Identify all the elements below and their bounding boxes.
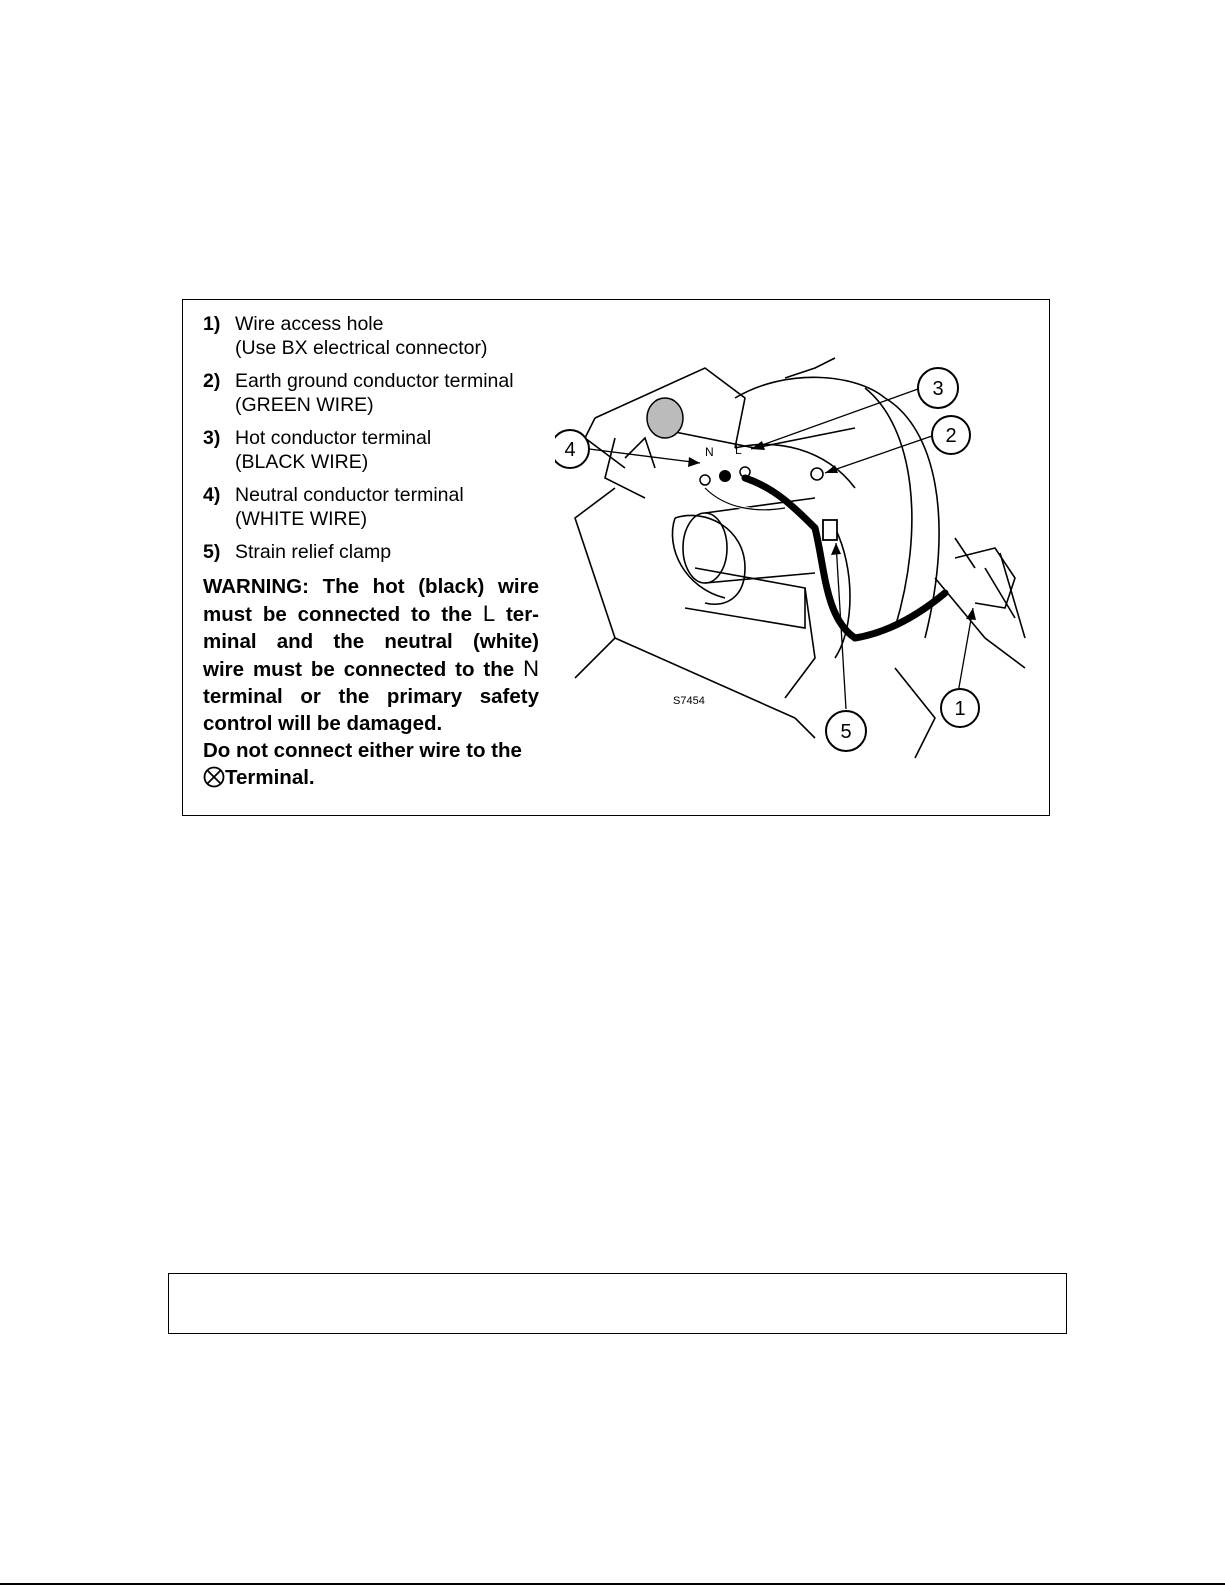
- legend-label: Earth ground conductor terminal: [235, 370, 514, 392]
- callout-1: [941, 689, 979, 727]
- legend-number: 1): [203, 313, 221, 335]
- legend-sublabel: (BLACK WIRE): [235, 451, 369, 473]
- legend-item: [203, 312, 543, 360]
- illustration-code: S7454: [673, 695, 705, 707]
- circle-x-terminal-icon: [203, 766, 225, 788]
- callout-3: [918, 368, 958, 408]
- legend-label: Strain relief clamp: [235, 541, 392, 563]
- note-box: [168, 1273, 1067, 1334]
- svg-text:3: 3: [932, 378, 944, 400]
- legend-number: 4): [203, 484, 221, 506]
- svg-text:5: 5: [840, 721, 852, 743]
- legend-label: Wire access hole: [235, 313, 384, 335]
- figure-box: [182, 299, 1050, 816]
- legend-sublabel: (WHITE WIRE): [235, 508, 368, 530]
- callout-2: [932, 416, 970, 454]
- warning-text: [203, 573, 539, 791]
- svg-text:1: 1: [954, 698, 966, 720]
- legend-item: [203, 426, 543, 474]
- warning-line: Terminal.: [203, 764, 539, 791]
- svg-text:2: 2: [945, 425, 957, 447]
- warning-line: wire must be connected to the N: [203, 656, 539, 681]
- legend-item: [203, 540, 543, 564]
- warning-line: WARNING: The hot (black) wire: [203, 575, 539, 598]
- legend-number: 2): [203, 370, 221, 392]
- terminal-label-l: L: [735, 443, 742, 457]
- warning-line: minal and the neutral (white): [203, 630, 539, 653]
- callout-4: [555, 430, 589, 468]
- terminal-label-n: N: [705, 445, 714, 459]
- legend-number: 5): [203, 541, 221, 563]
- legend-item: [203, 483, 543, 531]
- legend-label: Neutral conductor terminal: [235, 484, 464, 506]
- legend-sublabel: (GREEN WIRE): [235, 394, 374, 416]
- callout-5: [826, 711, 866, 751]
- warning-line: terminal or the primary safety: [203, 685, 539, 708]
- legend-label: Hot conductor terminal: [235, 427, 432, 449]
- warning-line: Do not connect either wire to the: [203, 739, 522, 762]
- svg-text:4: 4: [564, 439, 576, 461]
- legend-sublabel: (Use BX electrical connector): [235, 337, 488, 359]
- legend-number: 3): [203, 427, 221, 449]
- warning-line: control will be damaged.: [203, 712, 443, 735]
- legend: [203, 312, 543, 791]
- burner-wiring-illustration: [555, 338, 1035, 778]
- warning-line: must be connected to the L ter-: [203, 601, 540, 626]
- legend-item: [203, 369, 543, 417]
